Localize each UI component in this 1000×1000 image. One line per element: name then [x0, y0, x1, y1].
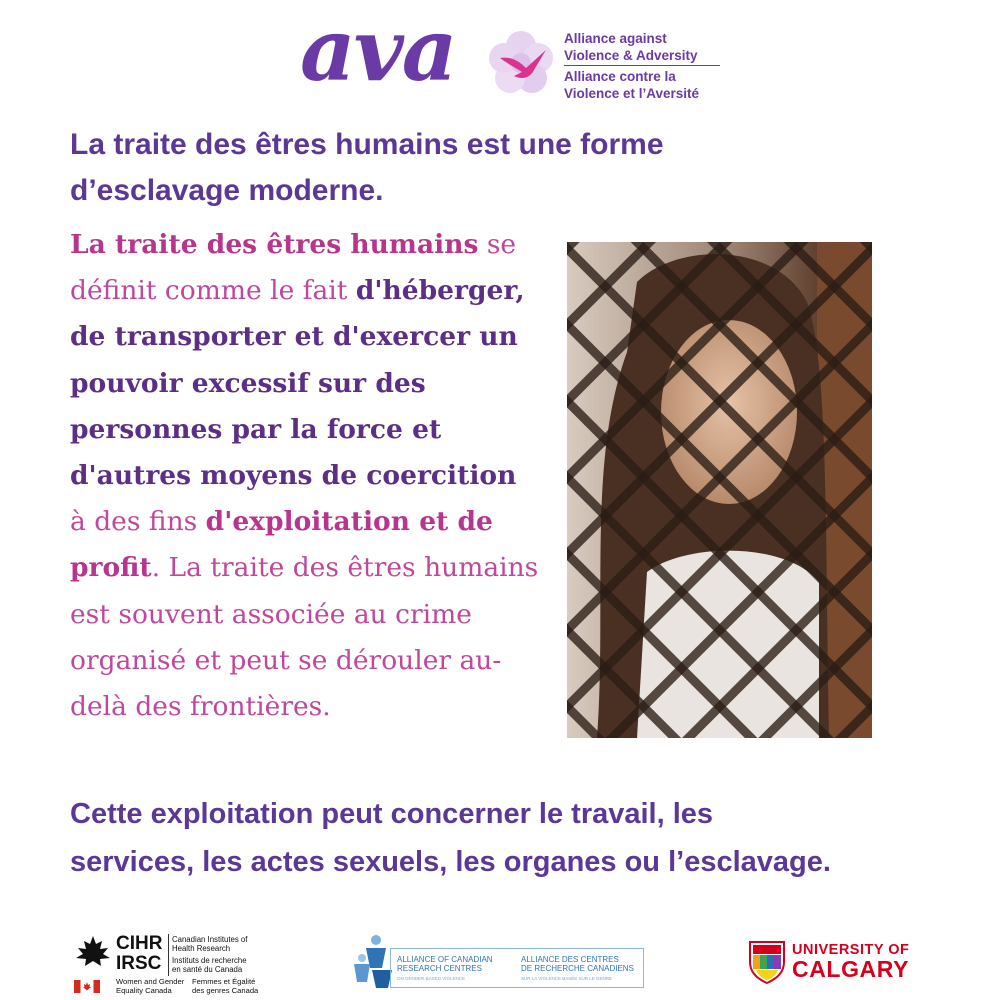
acrc-logo — [352, 932, 644, 990]
ucalgary-crest-icon — [748, 938, 786, 984]
wage-name-en-line2: Equality Canada — [116, 985, 172, 995]
org-name-fr-line2: Violence et l’Aversité — [564, 86, 700, 101]
headline-line2: d’esclavage moderne. — [70, 174, 384, 207]
definition-paragraph — [70, 222, 540, 730]
definition-actions: d'héberger, de transporter et d'exercer un pouvoir excessif sur des personnes par la force et d'autres moyens de coercition — [70, 275, 525, 492]
cihr-acronym: CIHR — [116, 933, 163, 954]
woman-behind-lattice-photo — [567, 242, 872, 738]
cihr-name-en — [172, 935, 272, 953]
headline-line1: La traite des êtres humains est une forme — [70, 128, 664, 161]
acrc-name-fr-line1: ALLIANCE DES CENTRES — [521, 955, 619, 964]
exploitation-statement — [70, 790, 980, 886]
definition-text-1: se définit comme le fait — [70, 229, 517, 307]
ava-logo — [300, 0, 730, 102]
ucalgary-line2: CALGARY — [792, 956, 910, 982]
statement-line1: Cette exploitation peut concerner le travail, les — [70, 798, 714, 830]
statement-line2: services, les actes sexuels, les organes ou l’esclavage. — [70, 846, 831, 878]
cihr-name-fr-line1: Instituts de recherche — [172, 956, 247, 965]
headline — [70, 122, 830, 214]
org-name-en-line2: Violence & Adversity — [564, 48, 698, 63]
ava-org-name — [564, 30, 720, 102]
ucalgary-line1: UNIVERSITY OF — [792, 942, 910, 958]
acrc-figures-icon — [352, 932, 394, 990]
definition-purpose: d'exploitation et de profit — [70, 506, 493, 584]
definition-text-3: . La traite des êtres humains est souvent associée au crime organisé et peut se dérouler au-delà des frontières. — [70, 552, 539, 723]
org-name-en-line1: Alliance against — [564, 31, 667, 46]
acrc-name-en-line2: RESEARCH CENTRES — [397, 964, 482, 973]
cihr-name-fr — [172, 956, 272, 974]
wage-name-en — [116, 978, 184, 995]
acrc-name-fr — [521, 955, 634, 983]
acrc-name-box — [390, 948, 644, 988]
wage-name-fr-line2: des genres Canada — [192, 985, 259, 995]
acrc-tagline-en: ON GENDER-BASED VIOLENCE — [397, 976, 466, 981]
cihr-name-en-line1: Canadian Institutes of — [172, 935, 248, 944]
cihr-divider — [168, 934, 169, 976]
org-name-divider — [564, 65, 720, 66]
acrc-name-fr-line2: DE RECHERCHE CANADIENS — [521, 964, 634, 973]
wage-name-fr — [192, 978, 258, 995]
acrc-name-en — [397, 955, 493, 983]
irsc-acronym: IRSC — [116, 953, 162, 974]
wage-name-fr-line1: Femmes et Égalité — [192, 977, 256, 986]
acrc-name-en-line1: ALLIANCE OF CANADIAN — [397, 955, 493, 964]
wage-name-en-line1: Women and Gender — [116, 977, 185, 986]
term-traite: La traite des êtres humains — [70, 229, 479, 260]
ucalgary-logo — [748, 938, 928, 988]
maple-leaf-cluster-icon — [72, 934, 114, 972]
org-name-fr-line1: Alliance contre la — [564, 69, 676, 84]
canada-flag-icon — [74, 980, 100, 993]
ava-wordmark: ava — [300, 0, 456, 101]
cihr-name-en-line2: Health Research — [172, 944, 231, 953]
cihr-wage-logo — [72, 932, 272, 994]
acrc-tagline-fr: SUR LA VIOLENCE BASÉE SUR LE GENRE — [521, 976, 613, 981]
cihr-name-fr-line2: en santé du Canada — [172, 965, 243, 974]
definition-text-2: à des fins — [70, 506, 206, 538]
ava-flower-bird-icon — [486, 28, 556, 98]
